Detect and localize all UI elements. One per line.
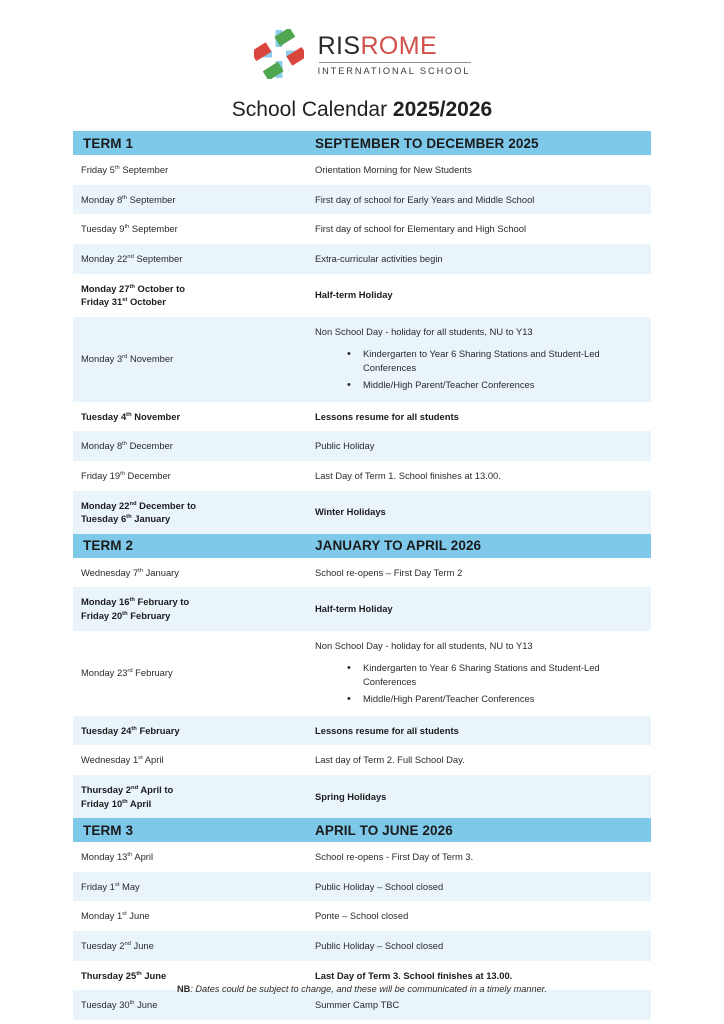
calendar-description-cell bbox=[305, 631, 651, 716]
calendar-date-cell bbox=[73, 274, 305, 317]
calendar-description-cell bbox=[305, 185, 651, 215]
calendar-description-text: Lessons resume for all students bbox=[315, 410, 459, 422]
calendar-description-cell bbox=[305, 842, 651, 872]
calendar-description-text: Last Day of Term 1. School finishes at 13.00. bbox=[315, 469, 501, 481]
list-item: • Kindergarten to Year 6 Sharing Stations and Student-Led Conferences bbox=[347, 661, 643, 689]
list-item: • Kindergarten to Year 6 Sharing Stations and Student-Led Conferences bbox=[347, 347, 643, 375]
term-header-row bbox=[73, 131, 651, 155]
calendar-date-line: Monday 27th October to bbox=[81, 282, 185, 294]
calendar-date-cell bbox=[73, 155, 305, 185]
calendar-row bbox=[73, 317, 651, 402]
calendar-description-text: Winter Holidays bbox=[315, 506, 386, 518]
calendar-row bbox=[73, 558, 651, 588]
term-header-row bbox=[73, 818, 651, 842]
calendar-date-line: Tuesday 24th February bbox=[81, 724, 180, 736]
term-label: TERM 3 bbox=[73, 818, 305, 842]
calendar-date-line: Thursday 2nd April to bbox=[81, 783, 174, 795]
calendar-date-line: Tuesday 4th November bbox=[81, 410, 181, 422]
calendar-description-text: School re-opens - First Day of Term 3. bbox=[315, 851, 474, 863]
calendar-row bbox=[73, 901, 651, 931]
calendar-row bbox=[73, 745, 651, 775]
calendar-date-cell bbox=[73, 931, 305, 961]
calendar-date-cell bbox=[73, 491, 305, 534]
calendar-date-cell bbox=[73, 185, 305, 215]
wordmark-divider bbox=[319, 62, 472, 63]
calendar-date-line: Friday 20th February bbox=[81, 610, 171, 622]
calendar-description-cell bbox=[305, 244, 651, 274]
list-item: • Middle/High Parent/Teacher Conferences bbox=[347, 692, 643, 706]
calendar-description-text: Half-term Holiday bbox=[315, 603, 393, 615]
calendar-description-cell bbox=[305, 274, 651, 317]
calendar-date-cell bbox=[73, 745, 305, 775]
calendar-description-text: Last Day of Term 3. School finishes at 13.00. bbox=[315, 969, 513, 981]
calendar-date-line: Tuesday 2nd June bbox=[81, 940, 154, 952]
calendar-row bbox=[73, 214, 651, 244]
calendar-description-cell bbox=[305, 931, 651, 961]
calendar-row bbox=[73, 631, 651, 716]
calendar-description-cell bbox=[305, 461, 651, 491]
calendar-date-line: Wednesday 1st April bbox=[81, 754, 164, 766]
calendar-date-line: Friday 10th April bbox=[81, 797, 152, 809]
calendar-date-line: Friday 5th September bbox=[81, 164, 169, 175]
calendar-description-text: Summer Camp TBC bbox=[315, 999, 400, 1011]
calendar-date-line: Monday 22nd September bbox=[81, 252, 183, 264]
calendar-date-cell bbox=[73, 631, 305, 716]
calendar-row bbox=[73, 872, 651, 902]
calendar-date-line: Monday 8th December bbox=[81, 440, 173, 452]
calendar-date-cell bbox=[73, 842, 305, 872]
calendar-date-cell bbox=[73, 558, 305, 588]
calendar-description-cell bbox=[305, 558, 651, 588]
calendar-description-text: Lessons resume for all students bbox=[315, 724, 459, 736]
calendar-description-text: Non School Day - holiday for all students, NU to Y13 bbox=[315, 639, 533, 651]
calendar-description-text: First day of school for Early Years and Middle School bbox=[315, 193, 535, 205]
calendar-description-cell bbox=[305, 990, 651, 1020]
calendar-description-cell bbox=[305, 775, 651, 818]
calendar-description-text: Last day of Term 2. Full School Day. bbox=[315, 754, 465, 766]
calendar-date-cell bbox=[73, 990, 305, 1020]
page-title-text: School Calendar bbox=[231, 98, 393, 121]
footnote-prefix: NB bbox=[177, 984, 191, 994]
term-range: JANUARY TO APRIL 2026 bbox=[305, 534, 651, 558]
calendar-row bbox=[73, 461, 651, 491]
calendar-description-cell bbox=[305, 901, 651, 931]
calendar-row bbox=[73, 990, 651, 1020]
logo-tagline: INTERNATIONAL SCHOOL bbox=[317, 66, 471, 77]
calendar-description-text: Public Holiday bbox=[315, 440, 375, 452]
term-range: SEPTEMBER TO DECEMBER 2025 bbox=[305, 131, 651, 155]
calendar-description-text: Half-term Holiday bbox=[315, 289, 393, 301]
calendar-row bbox=[73, 775, 651, 818]
calendar-date-cell bbox=[73, 402, 305, 432]
wordmark bbox=[318, 32, 471, 77]
calendar-description-text: First day of school for Elementary and High School bbox=[315, 223, 527, 235]
calendar-date-cell bbox=[73, 214, 305, 244]
calendar-description-cell bbox=[305, 155, 651, 185]
calendar-date-line: Monday 13th April bbox=[81, 851, 154, 863]
calendar-detail-list bbox=[315, 661, 643, 705]
calendar-row bbox=[73, 274, 651, 317]
footnote bbox=[0, 984, 724, 994]
logo-name-rome: ROME bbox=[360, 31, 438, 60]
calendar-row bbox=[73, 491, 651, 534]
calendar-date-line: Monday 16th February to bbox=[81, 596, 190, 608]
calendar-date-line: Wednesday 7th January bbox=[81, 566, 179, 578]
page-title bbox=[0, 97, 724, 122]
logo-name-ris: RIS bbox=[317, 31, 361, 60]
calendar-date-line: Friday 31st October bbox=[81, 296, 166, 308]
calendar-date-line: Monday 3rd November bbox=[81, 353, 174, 365]
calendar-date-line: Monday 8th September bbox=[81, 193, 176, 205]
term-header-row bbox=[73, 534, 651, 558]
calendar-date-line: Tuesday 9th September bbox=[81, 223, 178, 235]
calendar-row bbox=[73, 842, 651, 872]
calendar-date-cell bbox=[73, 872, 305, 902]
calendar-description-text: Extra-curricular activities begin bbox=[315, 252, 443, 264]
calendar-description-cell bbox=[305, 491, 651, 534]
calendar-description-text: School re-opens – First Day Term 2 bbox=[315, 566, 463, 578]
calendar-description-text: Non School Day - holiday for all students, NU to Y13 bbox=[315, 325, 533, 337]
term-label: TERM 1 bbox=[73, 131, 305, 155]
calendar-description-cell bbox=[305, 745, 651, 775]
calendar-description-text: Spring Holidays bbox=[315, 790, 387, 802]
calendar-row bbox=[73, 185, 651, 215]
calendar-row bbox=[73, 244, 651, 274]
calendar-date-line: Tuesday 30th June bbox=[81, 999, 158, 1011]
calendar-description-text: Orientation Morning for New Students bbox=[315, 164, 472, 175]
calendar-description-text: Public Holiday – School closed bbox=[315, 940, 444, 952]
calendar-row bbox=[73, 431, 651, 461]
calendar-description-cell bbox=[305, 402, 651, 432]
calendar-date-cell bbox=[73, 244, 305, 274]
list-item: • Middle/High Parent/Teacher Conferences bbox=[347, 378, 643, 392]
calendar-date-cell bbox=[73, 461, 305, 491]
footnote-text: : Dates could be subject to change, and these will be communicated in a timely manner. bbox=[190, 984, 547, 994]
calendar-date-line: Monday 1st June bbox=[81, 910, 150, 922]
calendar-date-line: Monday 23rd February bbox=[81, 667, 173, 679]
term-label: TERM 2 bbox=[73, 534, 305, 558]
calendar-date-line: Friday 1st May bbox=[81, 880, 140, 892]
term-range: APRIL TO JUNE 2026 bbox=[305, 818, 651, 842]
calendar-date-cell bbox=[73, 431, 305, 461]
pinwheel-logo-icon bbox=[254, 29, 304, 79]
calendar-description-cell bbox=[305, 587, 651, 630]
calendar-date-line: Monday 22nd December to bbox=[81, 499, 196, 511]
calendar-description-text: Ponte – School closed bbox=[315, 910, 409, 922]
calendar-row bbox=[73, 402, 651, 432]
calendar-table bbox=[73, 131, 651, 1020]
calendar-date-line: Thursday 25th June bbox=[81, 969, 167, 981]
calendar-description-cell bbox=[305, 317, 651, 402]
calendar-date-cell bbox=[73, 901, 305, 931]
calendar-description-cell bbox=[305, 872, 651, 902]
calendar-date-cell bbox=[73, 716, 305, 746]
calendar-detail-list bbox=[315, 347, 643, 391]
school-logo bbox=[0, 0, 724, 82]
calendar-description-text: Public Holiday – School closed bbox=[315, 880, 444, 892]
calendar-row bbox=[73, 155, 651, 185]
page-title-years: 2025/2026 bbox=[392, 98, 493, 121]
calendar-description-cell bbox=[305, 214, 651, 244]
calendar-date-line: Friday 19th December bbox=[81, 469, 171, 481]
calendar-row bbox=[73, 587, 651, 630]
calendar-description-cell bbox=[305, 431, 651, 461]
calendar-row bbox=[73, 716, 651, 746]
calendar-date-line: Tuesday 6th January bbox=[81, 513, 171, 525]
calendar-description-cell bbox=[305, 716, 651, 746]
calendar-date-cell bbox=[73, 587, 305, 630]
calendar-row bbox=[73, 931, 651, 961]
calendar-date-cell bbox=[73, 775, 305, 818]
calendar-date-cell bbox=[73, 317, 305, 402]
